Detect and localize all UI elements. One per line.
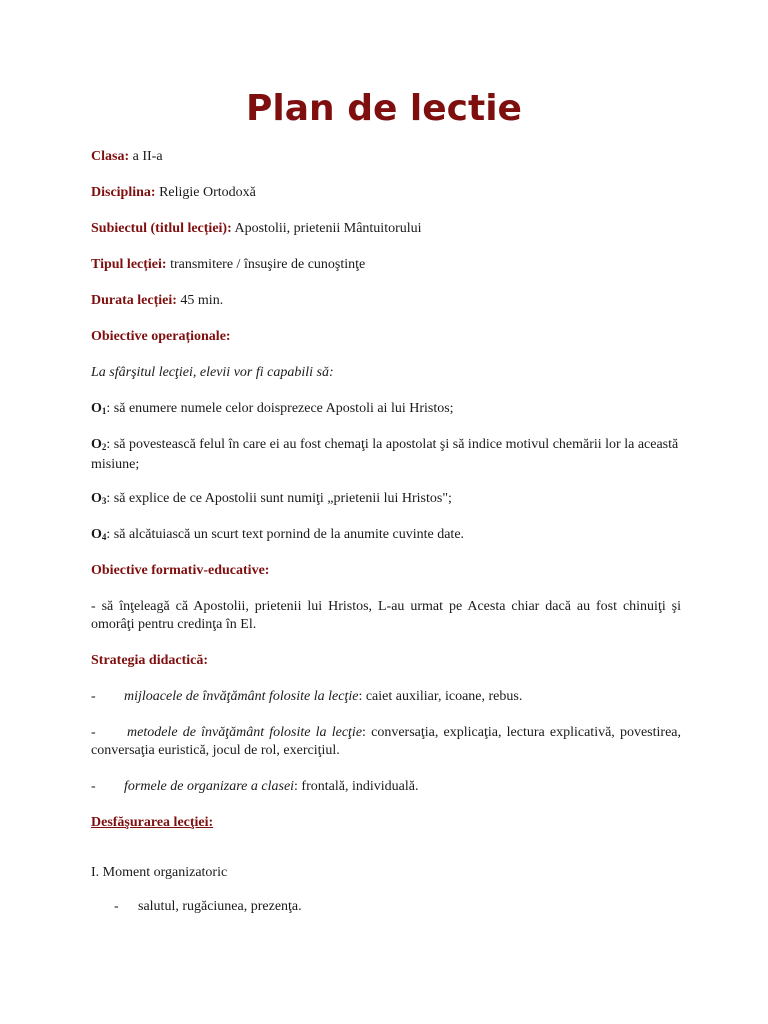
obiective-formativ-heading: Obiective formativ-educative: xyxy=(91,563,270,578)
dash-marker: - xyxy=(91,779,96,794)
strategia-term: mijloacele de învăţământ folosite la lecţie xyxy=(124,689,359,704)
moment-organizatoric: I. Moment organizatoric xyxy=(91,865,228,880)
strategia-rest: : caiet auxiliar, icoane, rebus. xyxy=(358,689,523,704)
durata-value: 45 min. xyxy=(176,293,224,308)
tipul-line xyxy=(91,256,681,274)
strategia-term: metodele de învăţământ folosite la lecţie xyxy=(127,725,363,740)
tipul-label: Tipul lecției: xyxy=(91,257,167,272)
objective-text: : să enumere numele celor doisprezece Apostoli ai lui Hristos; xyxy=(106,401,454,416)
strategia-heading: Strategia didactică: xyxy=(91,653,209,668)
obiective-formativ-text: - să înţeleagă că Apostolii, prietenii lui Hristos, L-au urmat pe Acesta chiar dacă au fost chinuiţi şi omorâţi pentru credinţa în El. xyxy=(91,599,681,632)
dash-marker: - xyxy=(91,725,96,740)
objective-code: $O_4$ xyxy=(91,527,107,542)
desfasurarea-heading: Desfăşurarea lecţiei: xyxy=(91,815,214,830)
strategia-item xyxy=(91,688,681,706)
clasa-value: a II-a xyxy=(129,149,163,164)
disciplina-label: Disciplina: xyxy=(91,185,156,200)
strategia-item xyxy=(91,778,681,796)
objective-item xyxy=(91,436,681,474)
list-item xyxy=(114,898,302,916)
list-item-text: salutul, rugăciunea, prezenţa. xyxy=(138,899,302,914)
obiective-operationale-heading: Obiective operaționale: xyxy=(91,329,231,344)
objective-item xyxy=(91,490,681,510)
objective-item xyxy=(91,400,681,420)
obiective-intro: La sfârşitul lecţiei, elevii vor fi capabili să: xyxy=(91,365,334,380)
durata-label: Durata lecției: xyxy=(91,293,177,308)
objective-text: : să povestească felul în care ei au fost chemaţi la apostolat şi să indice motivul chemării lor la această misiune; xyxy=(91,437,679,472)
objective-code: $O_2$ xyxy=(91,437,107,452)
clasa-label: Clasa: xyxy=(91,149,130,164)
durata-line xyxy=(91,292,681,310)
disciplina-value: Religie Ortodoxă xyxy=(155,185,256,200)
objective-text: : să alcătuiască un scurt text pornind de la anumite cuvinte date. xyxy=(106,527,465,542)
strategia-term: formele de organizare a clasei xyxy=(124,779,295,794)
objective-text: : să explice de ce Apostolii sunt numiţi „prietenii lui Hristos"; xyxy=(106,491,452,506)
page-title: Plan de lectie xyxy=(246,88,522,129)
strategia-item xyxy=(91,724,681,760)
subiectul-label: Subiectul (titlul lecției): xyxy=(91,221,232,236)
strategia-rest: : frontală, individuală. xyxy=(294,779,419,794)
disciplina-line xyxy=(91,184,681,202)
subiectul-value: Apostolii, prietenii Mântuitorului xyxy=(231,221,422,236)
dash-marker: - xyxy=(114,899,119,914)
subiectul-line xyxy=(91,220,681,238)
strategia-rest: : conversaţia, explicaţia, lectura explicativă, povestirea, conversaţia euristică, jocul de rol, exerciţiul. xyxy=(91,725,681,758)
objective-code: $O_3$ xyxy=(91,491,107,506)
tipul-value: transmitere / însuşire de cunoştinţe xyxy=(166,257,366,272)
dash-marker: - xyxy=(91,689,96,704)
objective-code: $O_1$ xyxy=(91,401,107,416)
clasa-line xyxy=(91,148,681,166)
objective-item xyxy=(91,526,681,546)
